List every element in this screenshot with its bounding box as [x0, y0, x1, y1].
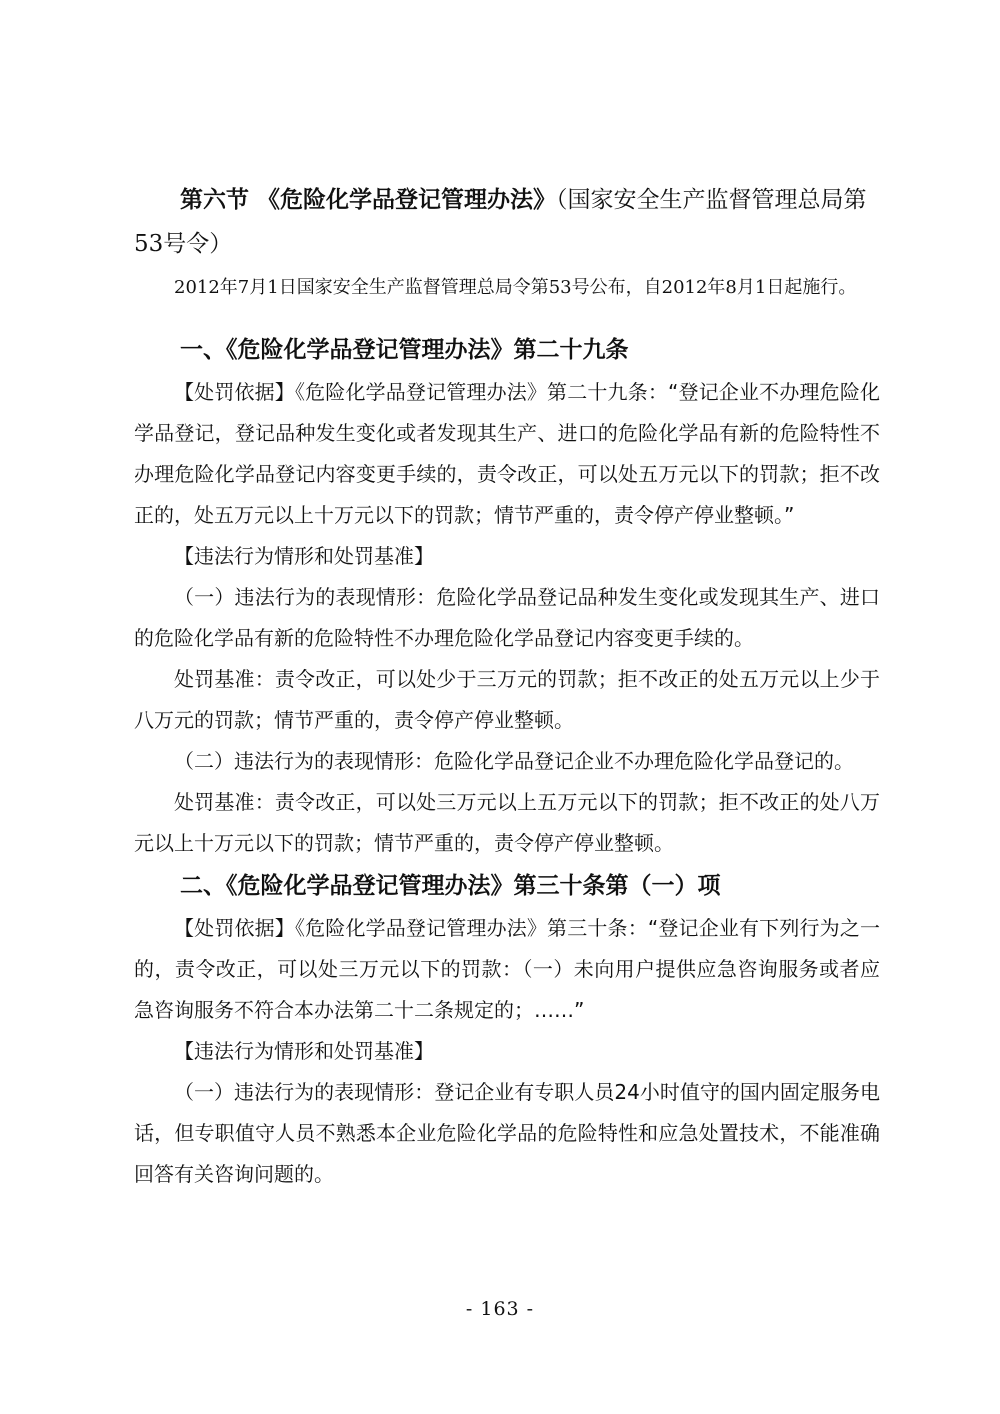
section-title-main: 第六节 《危险化学品登记管理办法》 [180, 187, 557, 213]
section-intro: 2012年7月1日国家安全生产监督管理总局令第53号公布，自2012年8月1日起施行。 [174, 277, 857, 298]
penalty-standard: 处罚基准：责令改正，可以处少于三万元的罚款；拒不改正的处五万元以上少于八万元的罚款；情节严重的，责令停产停业整顿。 [134, 667, 880, 732]
page-content [134, 178, 880, 1195]
standard-heading: 【违法行为情形和处罚基准】 [174, 1039, 434, 1063]
article-heading: 二、《危险化学品登记管理办法》第三十条第（一）项 [180, 872, 721, 899]
article-heading: 一、《危险化学品登记管理办法》第二十九条 [180, 336, 629, 363]
violation-case: （一）违法行为的表现情形：登记企业有专职人员24小时值守的国内固定服务电话，但专职值守人员不熟悉本企业危险化学品的危险特性和应急处置技术，不能准确回答有关咨询问题的。 [134, 1080, 880, 1186]
section-title [134, 178, 880, 266]
penalty-basis: 【处罚依据】《危险化学品登记管理办法》第三十条：“登记企业有下列行为之一的，责令改正，可以处三万元以下的罚款：（一）未向用户提供应急咨询服务或者应急咨询服务不符合本办法第二十二条规定的；……” [134, 916, 880, 1022]
page-number: - 163 - [465, 1298, 535, 1320]
standard-heading: 【违法行为情形和处罚基准】 [174, 544, 434, 568]
penalty-basis: 【处罚依据】《危险化学品登记管理办法》第二十九条：“登记企业不办理危险化学品登记，登记品种发生变化或者发现其生产、进口的危险化学品有新的危险特性不办理危险化学品登记内容变更手续的，责令改正，可以处五万元以下的罚款；拒不改正的，处五万元以上十万元以下的罚款；情节严重的，责令停产停业整顿。” [134, 380, 880, 527]
penalty-standard: 处罚基准：责令改正，可以处三万元以上五万元以下的罚款；拒不改正的处八万元以上十万元以下的罚款；情节严重的，责令停产停业整顿。 [134, 790, 880, 855]
violation-case: （一）违法行为的表现情形：危险化学品登记品种发生变化或发现其生产、进口的危险化学品有新的危险特性不办理危险化学品登记内容变更手续的。 [134, 585, 880, 650]
violation-case: （二）违法行为的表现情形：危险化学品登记企业不办理危险化学品登记的。 [174, 749, 854, 773]
section-subtitle: （国家安全生产监督管理总局第53号令） [134, 187, 867, 257]
